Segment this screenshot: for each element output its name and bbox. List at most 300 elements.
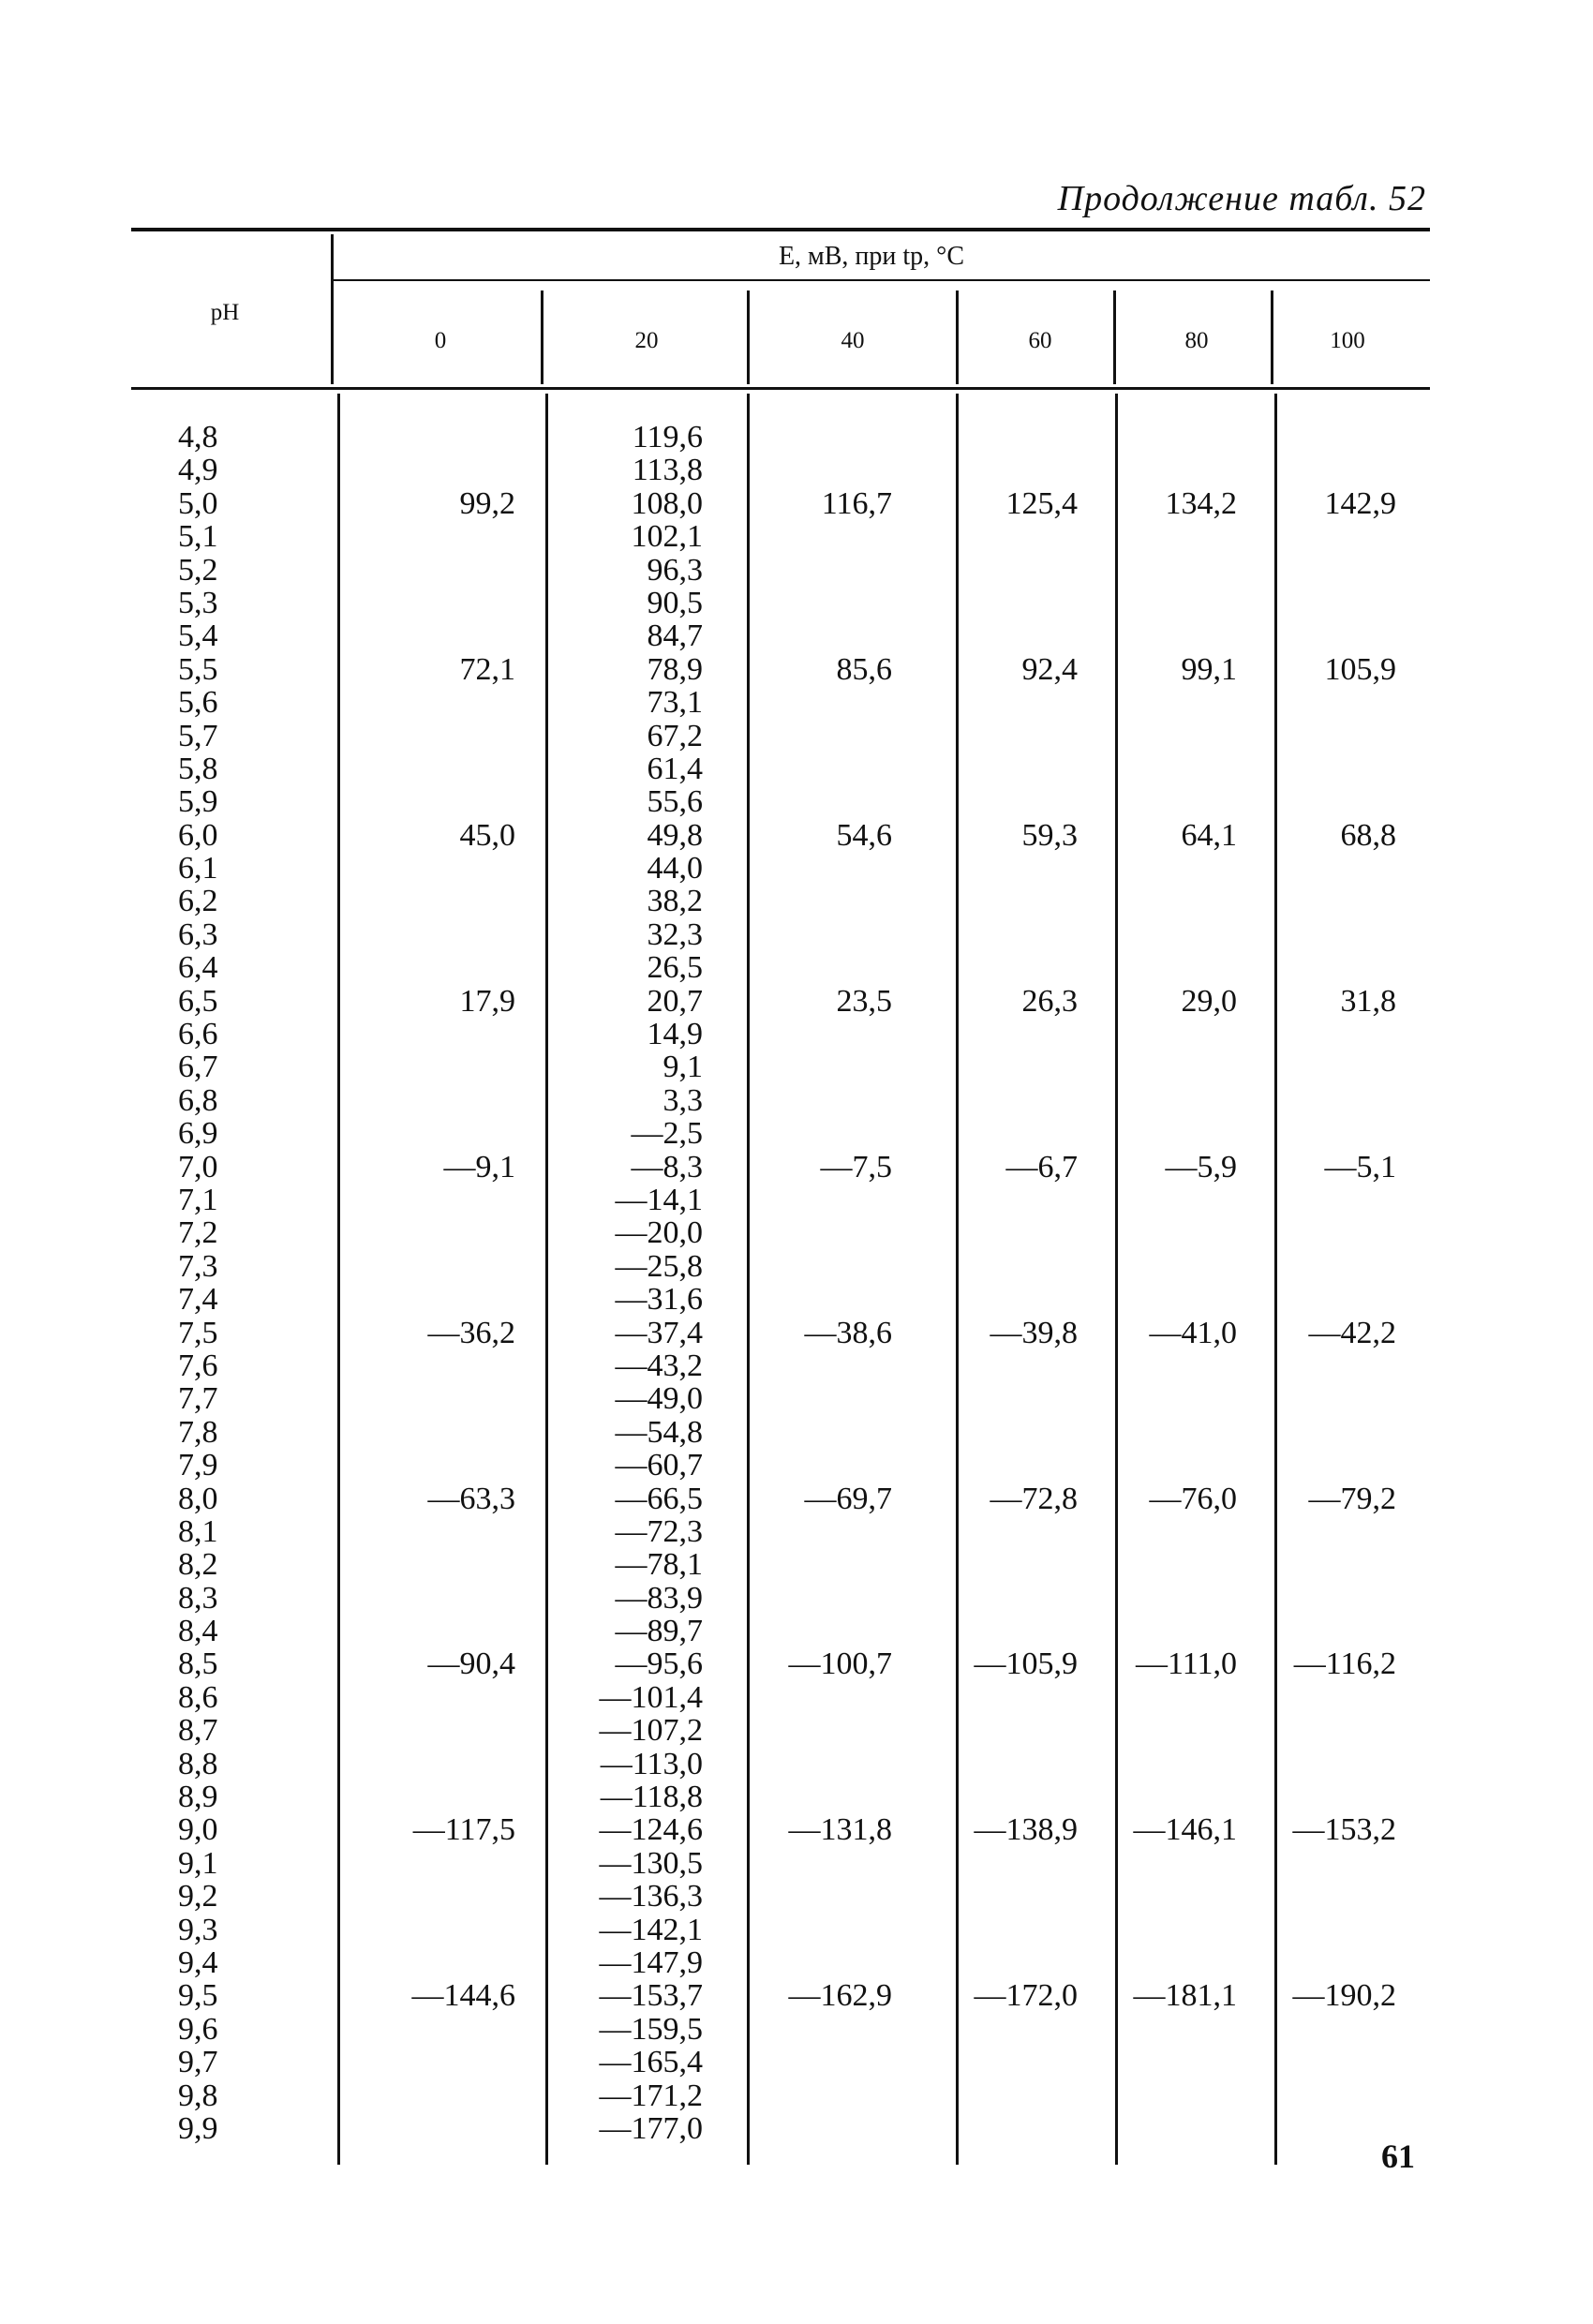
- table-cell: —31,6: [615, 1282, 703, 1318]
- table-cell: [1276, 1515, 1396, 1548]
- table-cell: 8,5: [178, 1646, 218, 1682]
- table-cell: [958, 1582, 1078, 1615]
- table-cell: [750, 720, 892, 752]
- table-cell: [958, 720, 1078, 752]
- table-cell: [750, 1084, 892, 1117]
- table-cell: [1276, 1780, 1396, 1813]
- table-cell: [1276, 1184, 1396, 1216]
- table-cell: —79,2: [1308, 1481, 1396, 1516]
- table-cell: [1276, 2079, 1396, 2112]
- table-cell: [356, 619, 515, 652]
- table-cell: [958, 1748, 1078, 1780]
- col-60: [958, 421, 1078, 2145]
- table-cell: —83,9: [615, 1580, 703, 1616]
- table-cell: [750, 1582, 892, 1615]
- table-cell: 113,8: [632, 453, 703, 488]
- table-cell: [1276, 619, 1396, 652]
- table-cell: [958, 1880, 1078, 1913]
- table-cell: —90,4: [427, 1646, 515, 1682]
- table-cell: 119,6: [632, 420, 703, 454]
- table-cell: [1276, 1216, 1396, 1249]
- table-cell: 6,4: [178, 950, 218, 986]
- table-cell: [356, 1449, 515, 1482]
- header-vline: [1113, 290, 1116, 384]
- table-cell: [958, 1515, 1078, 1548]
- table-cell: 8,6: [178, 1679, 218, 1715]
- table-cell: [1276, 720, 1396, 752]
- table-cell: [1276, 1283, 1396, 1316]
- table-cell: —130,5: [599, 1845, 703, 1881]
- table-cell: 5,9: [178, 784, 218, 820]
- header-vline: [331, 234, 334, 384]
- table-cell: [750, 2079, 892, 2112]
- table-cell: [356, 1416, 515, 1449]
- table-cell: [958, 454, 1078, 486]
- temp-header-60: 60: [1028, 328, 1052, 353]
- table-cell: 9,3: [178, 1912, 218, 1947]
- table-cell: 8,4: [178, 1614, 218, 1649]
- table-cell: 4,9: [178, 453, 218, 488]
- table-cell: [356, 1349, 515, 1382]
- table-cell: [750, 619, 892, 652]
- table-cell: [750, 1780, 892, 1813]
- table-cell: 14,9: [647, 1017, 703, 1052]
- table-cell: [958, 1548, 1078, 1581]
- table-cell: 23,5: [836, 983, 892, 1019]
- body-vline: [545, 394, 548, 2165]
- table-cell: [958, 885, 1078, 917]
- table-cell: [958, 2013, 1078, 2046]
- table-cell: [750, 1515, 892, 1548]
- table-cell: 6,2: [178, 884, 218, 919]
- table-cell: [356, 1615, 515, 1647]
- table-cell: —142,1: [599, 1912, 703, 1947]
- table-cell: [1117, 1117, 1237, 1150]
- table-cell: [958, 1416, 1078, 1449]
- table-cell: 5,7: [178, 718, 218, 753]
- table-cell: 8,7: [178, 1713, 218, 1749]
- table-cell: 8,0: [178, 1481, 218, 1516]
- table-cell: [1276, 587, 1396, 619]
- table-cell: [1117, 1914, 1237, 1946]
- table-cell: 7,7: [178, 1381, 218, 1417]
- table-cell: —181,1: [1133, 1978, 1237, 2014]
- table-cell: [356, 1714, 515, 1747]
- table-cell: [1117, 1018, 1237, 1050]
- table-cell: [1117, 1050, 1237, 1083]
- table-cell: [750, 1847, 892, 1880]
- table-cell: [750, 1117, 892, 1150]
- table-cell: —100,7: [788, 1646, 892, 1682]
- table-cell: [750, 1349, 892, 1382]
- table-cell: —54,8: [615, 1414, 703, 1450]
- table-cell: —147,9: [599, 1944, 703, 1980]
- table-cell: 9,8: [178, 2078, 218, 2113]
- table-cell: [750, 1914, 892, 1946]
- table-cell: 99,2: [459, 485, 515, 521]
- table-cell: [1117, 2112, 1237, 2145]
- table-cell: [356, 454, 515, 486]
- table-cell: 7,1: [178, 1182, 218, 1217]
- table-cell: [750, 2046, 892, 2078]
- table-cell: —14,1: [615, 1182, 703, 1217]
- table-cell: [750, 1050, 892, 1083]
- header-vline: [1271, 290, 1273, 384]
- table-cell: [1117, 619, 1237, 652]
- table-cell: [356, 1216, 515, 1249]
- table-cell: [356, 852, 515, 885]
- table-cell: [1276, 454, 1396, 486]
- header-vline: [747, 290, 750, 384]
- table-cell: 90,5: [647, 585, 703, 620]
- table-cell: [1276, 2013, 1396, 2046]
- table-cell: [1276, 852, 1396, 885]
- table-cell: [958, 1283, 1078, 1316]
- table-cell: [958, 1914, 1078, 1946]
- table-cell: 5,0: [178, 485, 218, 521]
- table-cell: 142,9: [1324, 485, 1396, 521]
- table-cell: [750, 918, 892, 951]
- table-cell: —172,0: [974, 1978, 1078, 2014]
- table-cell: —105,9: [974, 1646, 1078, 1682]
- table-cell: 8,2: [178, 1547, 218, 1583]
- table-cell: [958, 1847, 1078, 1880]
- table-cell: 6,3: [178, 916, 218, 952]
- table-cell: —9,1: [443, 1149, 515, 1184]
- table-cell: [356, 2079, 515, 2112]
- table-cell: [1117, 1847, 1237, 1880]
- table-cell: [356, 587, 515, 619]
- table-cell: [1117, 1349, 1237, 1382]
- table-cell: [1276, 1449, 1396, 1482]
- table-cell: [356, 1250, 515, 1283]
- col-0: [356, 421, 515, 2145]
- table-cell: [958, 1382, 1078, 1415]
- table-cell: [1117, 885, 1237, 917]
- table-cell: 32,3: [647, 916, 703, 952]
- table-cell: 5,8: [178, 751, 218, 786]
- table-cell: 8,8: [178, 1746, 218, 1781]
- table-cell: 7,2: [178, 1215, 218, 1251]
- table-cell: [356, 2112, 515, 2145]
- table-cell: 105,9: [1324, 651, 1396, 687]
- table-cell: —117,5: [412, 1812, 515, 1848]
- table-cell: —89,7: [615, 1614, 703, 1649]
- table-cell: [958, 587, 1078, 619]
- table-cell: —66,5: [615, 1481, 703, 1516]
- table-cell: 116,7: [821, 485, 892, 521]
- table-cell: 102,1: [631, 519, 703, 555]
- table-cell: [356, 752, 515, 785]
- table-cell: 5,3: [178, 585, 218, 620]
- table-cell: [1276, 1548, 1396, 1581]
- table-cell: —153,2: [1292, 1812, 1396, 1848]
- table-cell: [356, 1050, 515, 1083]
- table-cell: [1117, 1216, 1237, 1249]
- table-cell: 6,9: [178, 1116, 218, 1152]
- table-cell: 6,1: [178, 851, 218, 886]
- table-cell: [1276, 1946, 1396, 1979]
- table-cell: [356, 1582, 515, 1615]
- table-cell: [958, 1084, 1078, 1117]
- table-cell: [1117, 2079, 1237, 2112]
- table-cell: [1276, 1018, 1396, 1050]
- col-80: [1117, 421, 1237, 2145]
- table-cell: [1117, 1449, 1237, 1482]
- table-cell: —131,8: [788, 1812, 892, 1848]
- table-cell: —49,0: [615, 1381, 703, 1417]
- table-cell: 45,0: [459, 817, 515, 853]
- table-cell: [958, 1117, 1078, 1150]
- table-cell: [1117, 454, 1237, 486]
- table-cell: [1117, 1283, 1237, 1316]
- table-cell: [356, 1382, 515, 1415]
- header-vline: [541, 290, 543, 384]
- table-cell: —60,7: [615, 1448, 703, 1483]
- table-cell: —107,2: [599, 1713, 703, 1749]
- table-cell: [356, 1184, 515, 1216]
- table-cell: [958, 619, 1078, 652]
- table-cell: [958, 918, 1078, 951]
- table-cell: —20,0: [615, 1215, 703, 1251]
- table-cell: [750, 1216, 892, 1249]
- table-cell: [958, 1449, 1078, 1482]
- table-cell: [1117, 785, 1237, 818]
- table-cell: [750, 1382, 892, 1415]
- table-cell: 9,1: [178, 1845, 218, 1881]
- table-cell: [958, 1018, 1078, 1050]
- table-cell: [1117, 1714, 1237, 1747]
- table-cell: 9,5: [178, 1978, 218, 2014]
- table-cell: 49,8: [647, 817, 703, 853]
- table-cell: —2,5: [631, 1116, 703, 1152]
- table-cell: [1117, 421, 1237, 454]
- table-cell: [1276, 1117, 1396, 1150]
- table-cell: [356, 421, 515, 454]
- table-cell: [958, 1946, 1078, 1979]
- table-cell: [1117, 752, 1237, 785]
- table-cell: [1276, 554, 1396, 587]
- table-cell: [356, 1283, 515, 1316]
- table-cell: 9,6: [178, 2011, 218, 2047]
- table-cell: 9,4: [178, 1944, 218, 1980]
- table-cell: —72,8: [990, 1481, 1078, 1516]
- table-cell: [1276, 1880, 1396, 1913]
- table-cell: —101,4: [599, 1679, 703, 1715]
- table-cell: [958, 2046, 1078, 2078]
- table-cell: [1276, 1382, 1396, 1415]
- table-cell: 5,5: [178, 651, 218, 687]
- table-cell: [1117, 1880, 1237, 1913]
- table-cell: [356, 1117, 515, 1150]
- table-cell: 6,8: [178, 1082, 218, 1118]
- table-cell: [1117, 1748, 1237, 1780]
- table-cell: [958, 421, 1078, 454]
- group-header: E, мВ, при tp, °C: [778, 242, 965, 271]
- ph-column: [178, 421, 255, 2145]
- table-cell: 55,6: [647, 784, 703, 820]
- table-cell: [750, 852, 892, 885]
- table-cell: [750, 1615, 892, 1647]
- table-cell: [750, 421, 892, 454]
- table-cell: [1276, 885, 1396, 917]
- table-cell: [1276, 1416, 1396, 1449]
- table-cell: 26,3: [1021, 983, 1078, 1019]
- table-cell: [750, 1681, 892, 1714]
- table-cell: 5,6: [178, 685, 218, 721]
- table-cell: 61,4: [647, 751, 703, 786]
- table-cell: [958, 1184, 1078, 1216]
- table-cell: [1276, 2112, 1396, 2145]
- temp-header-100: 100: [1330, 328, 1365, 353]
- table-cell: —124,6: [599, 1812, 703, 1848]
- table-cell: 6,6: [178, 1017, 218, 1052]
- table-cell: 78,9: [647, 651, 703, 687]
- table-cell: 85,6: [836, 651, 892, 687]
- table-cell: —116,2: [1293, 1646, 1396, 1682]
- table-cell: 20,7: [647, 983, 703, 1019]
- table-cell: —118,8: [600, 1780, 703, 1815]
- table-cell: 125,4: [1005, 485, 1078, 521]
- table-cell: [1117, 1382, 1237, 1415]
- table-cell: [1276, 520, 1396, 553]
- table-cell: 29,0: [1181, 983, 1237, 1019]
- table-cell: [1117, 1548, 1237, 1581]
- table-cell: 96,3: [647, 552, 703, 588]
- table-cell: 68,8: [1340, 817, 1396, 853]
- table-cell: —39,8: [990, 1315, 1078, 1350]
- table-cell: [1276, 752, 1396, 785]
- table-cell: [750, 1283, 892, 1316]
- table-cell: [1117, 1250, 1237, 1283]
- table-cell: —38,6: [804, 1315, 892, 1350]
- temp-header-0: 0: [434, 328, 447, 353]
- table-cell: 8,1: [178, 1513, 218, 1549]
- table-cell: [1117, 1184, 1237, 1216]
- table-cell: [1117, 1515, 1237, 1548]
- table-cell: —171,2: [599, 2078, 703, 2113]
- table-cell: [958, 520, 1078, 553]
- page-number: 61: [1381, 2138, 1415, 2175]
- table-cell: 6,0: [178, 817, 218, 853]
- table-cell: [958, 785, 1078, 818]
- table-cell: [1276, 951, 1396, 984]
- table-cell: [958, 1714, 1078, 1747]
- table-cell: —113,0: [600, 1746, 703, 1781]
- table-cell: [750, 785, 892, 818]
- table-cell: [1276, 1349, 1396, 1382]
- table-cell: 3,3: [663, 1082, 703, 1118]
- table-cell: —111,0: [1136, 1646, 1237, 1682]
- table-cell: [750, 686, 892, 719]
- table-cell: [1117, 1780, 1237, 1813]
- table-cell: —95,6: [615, 1646, 703, 1682]
- table-cell: [1117, 520, 1237, 553]
- table-cell: [1276, 686, 1396, 719]
- table-cell: 6,7: [178, 1050, 218, 1085]
- table-cell: [1117, 686, 1237, 719]
- table-cell: [1117, 918, 1237, 951]
- table-cell: —36,2: [427, 1315, 515, 1350]
- table-cell: 67,2: [647, 718, 703, 753]
- table-cell: 7,5: [178, 1315, 218, 1350]
- table-caption: Продолжение табл. 52: [1057, 179, 1426, 218]
- table-cell: [1276, 1681, 1396, 1714]
- temp-header-80: 80: [1184, 328, 1209, 353]
- table-cell: [750, 1184, 892, 1216]
- ph-column-header: pH: [210, 300, 240, 325]
- table-cell: [1117, 1416, 1237, 1449]
- table-cell: [356, 720, 515, 752]
- table-cell: [1117, 951, 1237, 984]
- table-cell: —5,9: [1165, 1149, 1237, 1184]
- table-cell: [1117, 852, 1237, 885]
- table-cell: [1117, 2046, 1237, 2078]
- temp-header-20: 20: [634, 328, 659, 353]
- table-cell: —43,2: [615, 1348, 703, 1383]
- table-cell: [750, 454, 892, 486]
- table-cell: [1117, 1084, 1237, 1117]
- table-cell: 9,9: [178, 2110, 218, 2146]
- col-40: [750, 421, 892, 2145]
- table-cell: 59,3: [1021, 817, 1078, 853]
- table-cell: —138,9: [974, 1812, 1078, 1848]
- table-cell: [750, 1416, 892, 1449]
- table-cell: [750, 2013, 892, 2046]
- table-cell: [1117, 587, 1237, 619]
- table-cell: [958, 1349, 1078, 1382]
- table-cell: —37,4: [615, 1315, 703, 1350]
- table-cell: [1117, 720, 1237, 752]
- table-cell: [356, 1084, 515, 1117]
- table-cell: [750, 1714, 892, 1747]
- table-cell: 7,6: [178, 1348, 218, 1383]
- table-cell: [1276, 2046, 1396, 2078]
- table-cell: 64,1: [1181, 817, 1237, 853]
- table-cell: [750, 1748, 892, 1780]
- table-cell: —5,1: [1324, 1149, 1396, 1184]
- table-cell: —162,9: [788, 1978, 892, 2014]
- table-cell: 92,4: [1021, 651, 1078, 687]
- table-cell: [958, 1615, 1078, 1647]
- table-cell: 7,0: [178, 1149, 218, 1184]
- table-cell: [1276, 1714, 1396, 1747]
- table-cell: 7,9: [178, 1448, 218, 1483]
- table-cell: 9,0: [178, 1812, 218, 1848]
- table-cell: 54,6: [836, 817, 892, 853]
- table-cell: [750, 752, 892, 785]
- table-cell: [750, 554, 892, 587]
- table-cell: —76,0: [1149, 1481, 1237, 1516]
- table-cell: [750, 1548, 892, 1581]
- table-cell: —42,2: [1308, 1315, 1396, 1350]
- table-cell: [958, 1681, 1078, 1714]
- table-cell: [1276, 1748, 1396, 1780]
- table-cell: [958, 951, 1078, 984]
- table-cell: [958, 1780, 1078, 1813]
- table-cell: 31,8: [1340, 983, 1396, 1019]
- table-cell: [750, 1018, 892, 1050]
- table-cell: [750, 2112, 892, 2145]
- table-cell: [356, 1515, 515, 1548]
- table-cell: [750, 587, 892, 619]
- table-cell: [1276, 1914, 1396, 1946]
- table-cell: [356, 1780, 515, 1813]
- table-cell: —6,7: [1005, 1149, 1078, 1184]
- table-cell: 134,2: [1165, 485, 1237, 521]
- table-cell: 5,1: [178, 519, 218, 555]
- table-cell: [1117, 2013, 1237, 2046]
